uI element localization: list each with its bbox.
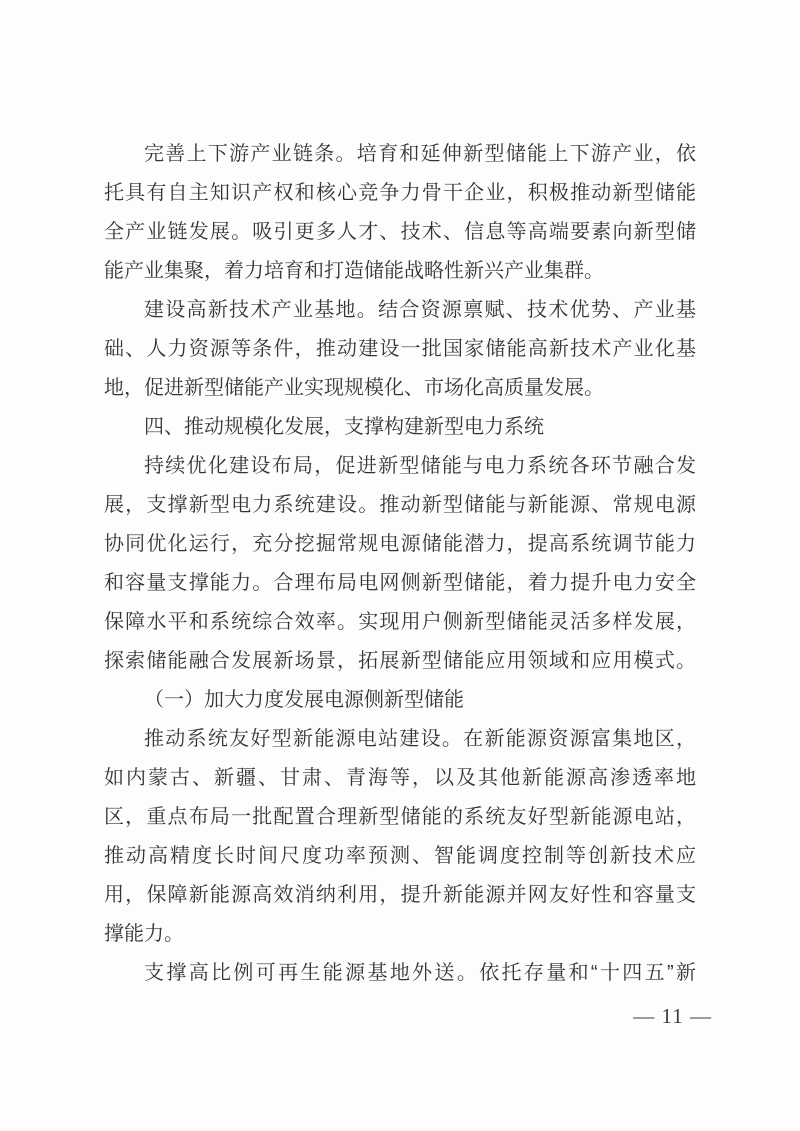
text-line: 能产业集聚，着力培育和打造储能战略性新兴产业集群。	[104, 260, 604, 282]
text-line: 地，促进新型储能产业实现规模化、市场化高质量发展。	[104, 377, 604, 399]
text-line: 完善上下游产业链条。培育和延伸新型储能上下游产业，依	[144, 143, 696, 165]
text-line: 建设高新技术产业基地。结合资源禀赋、技术优势、产业基	[144, 299, 696, 321]
text-line: 保障水平和系统综合效率。实现用户侧新型储能灵活多样发展，	[104, 611, 696, 633]
para-hightech-base	[104, 291, 696, 408]
text-line: 推动系统友好型新能源电站建设。在新能源资源富集地区，	[144, 728, 696, 750]
para-friendly-new-energy-stations	[104, 720, 696, 954]
para-industry-chain	[104, 135, 696, 291]
text-line: 和容量支撑能力。合理布局电网侧新型储能，着力提升电力安全	[104, 572, 696, 594]
page-number: — 11 —	[633, 1004, 712, 1028]
text-line: 支撑高比例可再生能源基地外送。依托存量和“十四五”新	[144, 962, 696, 984]
text-line: 区，重点布局一批配置合理新型储能的系统友好型新能源电站，	[104, 806, 696, 828]
text-line: 托具有自主知识产权和核心竞争力骨干企业，积极推动新型储能	[104, 182, 696, 204]
text-line: 全产业链发展。吸引更多人才、技术、信息等高端要素向新型储	[104, 221, 696, 243]
text-line: 撑能力。	[104, 923, 184, 945]
para-layout-optimization	[104, 447, 696, 681]
heading-section-four	[104, 408, 696, 447]
subheading-power-side-storage	[104, 681, 696, 720]
text-line: 推动高精度长时间尺度功率预测、智能调度控制等创新技术应	[104, 845, 696, 867]
text-line: 用，保障新能源高效消纳利用，提升新能源并网友好性和容量支	[104, 884, 696, 906]
para-renewable-base-transmission	[104, 954, 696, 993]
text-line: 协同优化运行，充分挖掘常规电源储能潜力，提高系统调节能力	[104, 533, 696, 555]
text-line: 持续优化建设布局，促进新型储能与电力系统各环节融合发	[144, 455, 696, 477]
sub-heading: （一）加大力度发展电源侧新型储能	[144, 689, 464, 711]
text-line: 如内蒙古、新疆、甘肃、青海等，以及其他新能源高渗透率地	[104, 767, 696, 789]
section-heading: 四、推动规模化发展，支撑构建新型电力系统	[144, 416, 544, 438]
text-line: 础、人力资源等条件，推动建设一批国家储能高新技术产业化基	[104, 338, 696, 360]
text-line: 展，支撑新型电力系统建设。推动新型储能与新能源、常规电源	[104, 494, 696, 516]
text-line: 探索储能融合发展新场景，拓展新型储能应用领域和应用模式。	[104, 650, 696, 672]
text-block	[104, 135, 696, 993]
